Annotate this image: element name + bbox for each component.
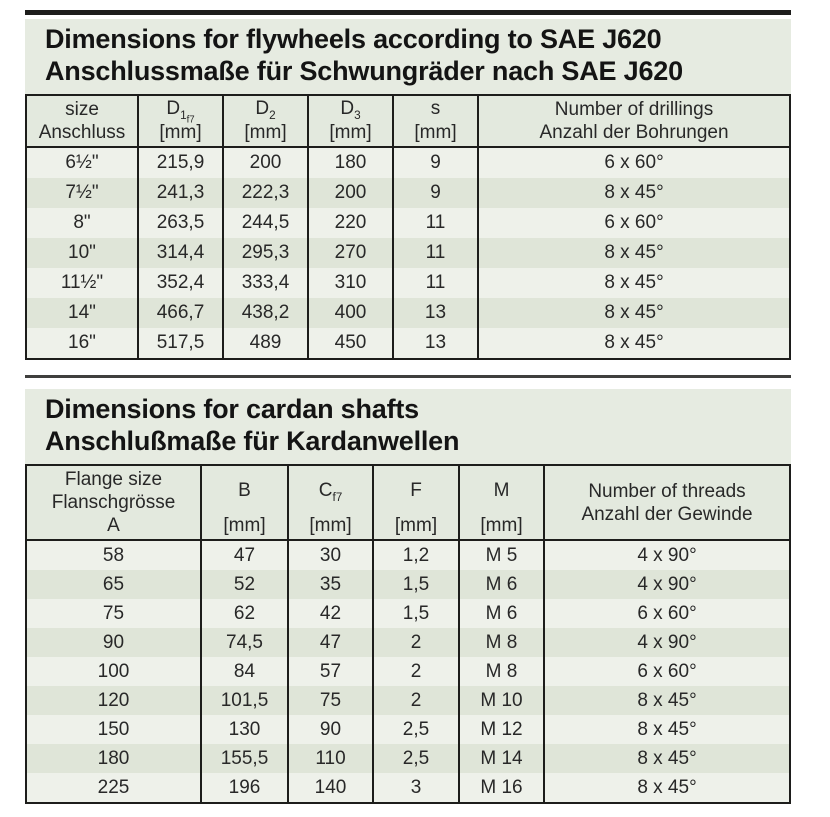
table-cell: 74,5 <box>201 628 288 657</box>
col-header-threads-de: Anzahl der Gewinde <box>581 503 753 525</box>
cardan-table-header <box>26 465 790 540</box>
table-cell: 222,3 <box>223 178 308 208</box>
table-cell: 2 <box>373 657 459 686</box>
table-cell: 35 <box>288 570 373 599</box>
table-cell: 8" <box>26 208 138 238</box>
table-cell: 11 <box>393 268 478 298</box>
table-cell: 8 x 45° <box>478 178 790 208</box>
table-row <box>26 540 790 570</box>
table-cell: 244,5 <box>223 208 308 238</box>
table-cell: 8 x 45° <box>478 238 790 268</box>
table-cell: 8 x 45° <box>544 773 790 803</box>
table-cell: 295,3 <box>223 238 308 268</box>
table-cell: 2,5 <box>373 715 459 744</box>
table-row <box>26 773 790 803</box>
table-row <box>26 328 790 359</box>
table-cell: 14" <box>26 298 138 328</box>
table-cell: 58 <box>26 540 201 570</box>
col-header-flange-a: A <box>107 515 120 536</box>
section-divider-rule <box>25 375 791 378</box>
col-header-threads <box>544 465 790 540</box>
col-header-size-de: Anschluss <box>38 122 126 143</box>
page-content <box>25 10 791 804</box>
table-cell: 9 <box>393 178 478 208</box>
flywheel-table <box>25 94 791 360</box>
table-cell: 90 <box>26 628 201 657</box>
table-cell: 47 <box>288 628 373 657</box>
table-cell: 100 <box>26 657 201 686</box>
table-cell: 196 <box>201 773 288 803</box>
col-header-size <box>26 95 138 147</box>
top-divider-rule <box>25 10 791 15</box>
table-cell: 180 <box>26 744 201 773</box>
table-cell: 9 <box>393 147 478 178</box>
col-header-m: M [mm] <box>459 465 544 540</box>
col-header-f: F [mm] <box>373 465 459 540</box>
table-cell: 16" <box>26 328 138 359</box>
table-cell: 10" <box>26 238 138 268</box>
cardan-title-en: Dimensions for cardan shafts <box>45 394 419 424</box>
table-cell: 6 x 60° <box>544 657 790 686</box>
flywheel-table-body <box>26 147 790 359</box>
table-cell: 200 <box>223 147 308 178</box>
col-header-drillings <box>478 95 790 147</box>
col-header-b: B [mm] <box>201 465 288 540</box>
col-header-size-en: size <box>65 99 99 120</box>
table-row <box>26 178 790 208</box>
table-cell: 2,5 <box>373 744 459 773</box>
col-header-drillings-de: Anzahl der Bohrungen <box>539 122 729 143</box>
table-cell: 6 x 60° <box>544 599 790 628</box>
table-cell: 11 <box>393 238 478 268</box>
table-cell: 8 x 45° <box>478 298 790 328</box>
table-cell: 215,9 <box>138 147 223 178</box>
col-header-f-unit: [mm] <box>394 515 438 536</box>
col-header-d1f7: $D_{1_{f7}}$ [mm] <box>138 95 223 147</box>
col-header-flange-de: Flanschgrösse <box>51 492 176 513</box>
table-cell: M 8 <box>459 628 544 657</box>
table-cell: M 16 <box>459 773 544 803</box>
table-cell: M 6 <box>459 599 544 628</box>
table-cell: 466,7 <box>138 298 223 328</box>
table-cell: 65 <box>26 570 201 599</box>
table-cell: M 5 <box>459 540 544 570</box>
col-header-s-unit: [mm] <box>414 122 457 143</box>
col-header-drillings-en: Number of drillings <box>554 99 714 120</box>
table-cell: 140 <box>288 773 373 803</box>
table-cell: 8 x 45° <box>544 715 790 744</box>
table-cell: 400 <box>308 298 393 328</box>
table-cell: M 8 <box>459 657 544 686</box>
table-cell: 62 <box>201 599 288 628</box>
table-cell: 4 x 90° <box>544 540 790 570</box>
table-cell: 352,4 <box>138 268 223 298</box>
col-header-flange-en: Flange size <box>64 469 163 490</box>
flywheel-section-title <box>25 19 791 94</box>
table-cell: 7½" <box>26 178 138 208</box>
col-header-d3-unit: [mm] <box>329 122 372 143</box>
table-cell: 90 <box>288 715 373 744</box>
table-cell: 438,2 <box>223 298 308 328</box>
table-cell: M 6 <box>459 570 544 599</box>
table-cell: 120 <box>26 686 201 715</box>
table-row <box>26 268 790 298</box>
table-cell: 225 <box>26 773 201 803</box>
table-cell: 3 <box>373 773 459 803</box>
table-cell: 220 <box>308 208 393 238</box>
table-cell: 84 <box>201 657 288 686</box>
table-cell: 150 <box>26 715 201 744</box>
table-cell: 101,5 <box>201 686 288 715</box>
cardan-table <box>25 464 791 804</box>
table-cell: M 10 <box>459 686 544 715</box>
table-cell: 75 <box>288 686 373 715</box>
table-row <box>26 238 790 268</box>
col-header-m-unit: [mm] <box>480 515 523 536</box>
table-cell: 110 <box>288 744 373 773</box>
table-cell: 52 <box>201 570 288 599</box>
table-cell: 314,4 <box>138 238 223 268</box>
col-header-d1f7-unit: [mm] <box>159 122 202 143</box>
cardan-table-body <box>26 540 790 803</box>
table-cell: 13 <box>393 328 478 359</box>
table-cell: 75 <box>26 599 201 628</box>
flywheel-table-header <box>26 95 790 147</box>
table-cell: 4 x 90° <box>544 628 790 657</box>
table-cell: 42 <box>288 599 373 628</box>
col-header-b-unit: [mm] <box>223 515 266 536</box>
table-cell: 180 <box>308 147 393 178</box>
table-cell: 30 <box>288 540 373 570</box>
table-cell: 11 <box>393 208 478 238</box>
col-header-flange-size <box>26 465 201 540</box>
table-cell: 8 x 45° <box>478 268 790 298</box>
table-cell: 6½" <box>26 147 138 178</box>
table-cell: M 12 <box>459 715 544 744</box>
col-header-threads-en: Number of threads <box>588 480 746 502</box>
col-header-s: s [mm] <box>393 95 478 147</box>
table-row <box>26 298 790 328</box>
table-cell: 8 x 45° <box>544 744 790 773</box>
col-header-d2: $D_2$ [mm] <box>223 95 308 147</box>
table-cell: 270 <box>308 238 393 268</box>
table-cell: 450 <box>308 328 393 359</box>
table-cell: 130 <box>201 715 288 744</box>
table-row <box>26 570 790 599</box>
table-cell: 241,3 <box>138 178 223 208</box>
table-row <box>26 657 790 686</box>
table-row <box>26 744 790 773</box>
table-cell: 11½" <box>26 268 138 298</box>
table-cell: 1,5 <box>373 570 459 599</box>
table-row <box>26 628 790 657</box>
col-header-cf7-unit: [mm] <box>309 515 352 536</box>
table-cell: 333,4 <box>223 268 308 298</box>
table-cell: M 14 <box>459 744 544 773</box>
table-cell: 310 <box>308 268 393 298</box>
table-row <box>26 686 790 715</box>
table-row <box>26 147 790 178</box>
table-cell: 489 <box>223 328 308 359</box>
table-cell: 2 <box>373 628 459 657</box>
flywheel-title-de: Anschlussmaße für Schwungräder nach SAE J620 <box>45 56 683 86</box>
table-cell: 263,5 <box>138 208 223 238</box>
table-cell: 1,2 <box>373 540 459 570</box>
table-cell: 47 <box>201 540 288 570</box>
col-header-d2-unit: [mm] <box>244 122 287 143</box>
flywheel-title-en: Dimensions for flywheels according to SAE J620 <box>45 24 662 54</box>
table-cell: 4 x 90° <box>544 570 790 599</box>
table-row <box>26 715 790 744</box>
table-cell: 1,5 <box>373 599 459 628</box>
table-cell: 8 x 45° <box>478 328 790 359</box>
col-header-cf7: $C_{f7}$ [mm] <box>288 465 373 540</box>
table-cell: 155,5 <box>201 744 288 773</box>
table-cell: 8 x 45° <box>544 686 790 715</box>
table-cell: 6 x 60° <box>478 208 790 238</box>
table-cell: 200 <box>308 178 393 208</box>
table-cell: 57 <box>288 657 373 686</box>
table-cell: 2 <box>373 686 459 715</box>
table-row <box>26 208 790 238</box>
table-cell: 6 x 60° <box>478 147 790 178</box>
table-cell: 517,5 <box>138 328 223 359</box>
cardan-section-title <box>25 389 791 464</box>
table-cell: 13 <box>393 298 478 328</box>
col-header-d3: $D_3$ [mm] <box>308 95 393 147</box>
table-row <box>26 599 790 628</box>
cardan-title-de: Anschlußmaße für Kardanwellen <box>45 426 460 456</box>
